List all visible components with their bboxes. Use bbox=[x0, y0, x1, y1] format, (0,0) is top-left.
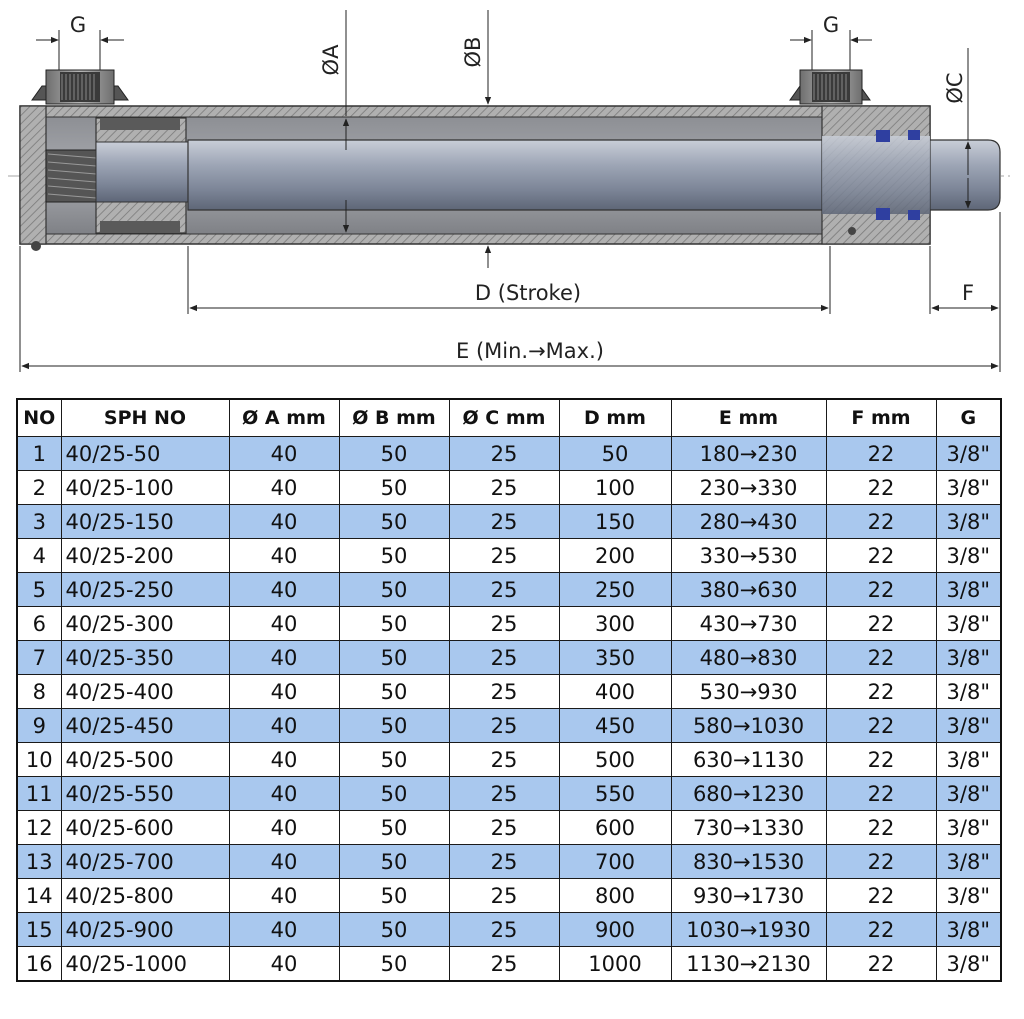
cell-d: 100 bbox=[559, 471, 671, 505]
cell-sph-no: 40/25-350 bbox=[61, 641, 229, 675]
cell-phi-a: 40 bbox=[229, 845, 339, 879]
cell-sph-no: 40/25-50 bbox=[61, 437, 229, 471]
cell-f: 22 bbox=[826, 879, 936, 913]
seal-icon bbox=[876, 208, 890, 220]
cell-sph-no: 40/25-900 bbox=[61, 913, 229, 947]
table-row bbox=[17, 743, 1001, 777]
seal-icon bbox=[908, 210, 920, 220]
cell-d: 1000 bbox=[559, 947, 671, 982]
cell-e: 830→1530 bbox=[671, 845, 826, 879]
cell-phi-c: 25 bbox=[449, 471, 559, 505]
cell-no: 1 bbox=[17, 437, 61, 471]
cell-phi-a: 40 bbox=[229, 641, 339, 675]
header-e: E mm bbox=[671, 399, 826, 437]
cell-phi-a: 40 bbox=[229, 811, 339, 845]
cell-no: 15 bbox=[17, 913, 61, 947]
cell-phi-c: 25 bbox=[449, 811, 559, 845]
cell-d: 450 bbox=[559, 709, 671, 743]
cell-e: 330→530 bbox=[671, 539, 826, 573]
cell-no: 3 bbox=[17, 505, 61, 539]
cell-phi-a: 40 bbox=[229, 913, 339, 947]
cell-e: 580→1030 bbox=[671, 709, 826, 743]
cell-d: 400 bbox=[559, 675, 671, 709]
header-d: D mm bbox=[559, 399, 671, 437]
cell-phi-c: 25 bbox=[449, 437, 559, 471]
cell-phi-a: 40 bbox=[229, 471, 339, 505]
table-row bbox=[17, 471, 1001, 505]
table-row bbox=[17, 539, 1001, 573]
cell-d: 300 bbox=[559, 607, 671, 641]
cell-phi-a: 40 bbox=[229, 947, 339, 982]
cell-phi-b: 50 bbox=[339, 879, 449, 913]
cell-no: 6 bbox=[17, 607, 61, 641]
cell-e: 430→730 bbox=[671, 607, 826, 641]
cell-f: 22 bbox=[826, 913, 936, 947]
cell-phi-c: 25 bbox=[449, 743, 559, 777]
cell-f: 22 bbox=[826, 675, 936, 709]
cell-d: 350 bbox=[559, 641, 671, 675]
cell-no: 4 bbox=[17, 539, 61, 573]
cell-phi-a: 40 bbox=[229, 709, 339, 743]
cell-phi-c: 25 bbox=[449, 845, 559, 879]
cell-g: 3/8" bbox=[936, 471, 1001, 505]
cell-sph-no: 40/25-300 bbox=[61, 607, 229, 641]
cell-phi-c: 25 bbox=[449, 709, 559, 743]
cell-phi-c: 25 bbox=[449, 777, 559, 811]
label-phi-a: ØA bbox=[319, 44, 343, 76]
cell-phi-b: 50 bbox=[339, 811, 449, 845]
cell-sph-no: 40/25-400 bbox=[61, 675, 229, 709]
rod-gland bbox=[822, 106, 930, 244]
table-row bbox=[17, 879, 1001, 913]
cell-phi-c: 25 bbox=[449, 505, 559, 539]
cell-phi-b: 50 bbox=[339, 471, 449, 505]
table-row bbox=[17, 777, 1001, 811]
cell-e: 380→630 bbox=[671, 573, 826, 607]
cell-f: 22 bbox=[826, 947, 936, 982]
cell-d: 800 bbox=[559, 879, 671, 913]
cell-sph-no: 40/25-700 bbox=[61, 845, 229, 879]
cell-f: 22 bbox=[826, 845, 936, 879]
cell-g: 3/8" bbox=[936, 709, 1001, 743]
cell-phi-b: 50 bbox=[339, 573, 449, 607]
cell-g: 3/8" bbox=[936, 505, 1001, 539]
cell-sph-no: 40/25-550 bbox=[61, 777, 229, 811]
cell-sph-no: 40/25-1000 bbox=[61, 947, 229, 982]
header-f: F mm bbox=[826, 399, 936, 437]
cell-phi-c: 25 bbox=[449, 879, 559, 913]
right-port-fitting bbox=[790, 70, 870, 104]
cell-no: 8 bbox=[17, 675, 61, 709]
table-row bbox=[17, 437, 1001, 471]
cell-e: 530→930 bbox=[671, 675, 826, 709]
cell-g: 3/8" bbox=[936, 913, 1001, 947]
cell-phi-b: 50 bbox=[339, 641, 449, 675]
table-row bbox=[17, 641, 1001, 675]
cell-phi-c: 25 bbox=[449, 539, 559, 573]
cell-phi-a: 40 bbox=[229, 743, 339, 777]
cell-sph-no: 40/25-250 bbox=[61, 573, 229, 607]
cell-phi-b: 50 bbox=[339, 675, 449, 709]
cell-e: 680→1230 bbox=[671, 777, 826, 811]
label-phi-c: ØC bbox=[943, 72, 967, 104]
left-port-fitting bbox=[32, 70, 128, 104]
label-phi-b: ØB bbox=[461, 36, 485, 68]
header-no: NO bbox=[17, 399, 61, 437]
cell-f: 22 bbox=[826, 539, 936, 573]
table-header-row bbox=[17, 399, 1001, 437]
cell-phi-b: 50 bbox=[339, 743, 449, 777]
cell-sph-no: 40/25-600 bbox=[61, 811, 229, 845]
cell-no: 16 bbox=[17, 947, 61, 982]
cell-phi-c: 25 bbox=[449, 947, 559, 982]
cell-phi-c: 25 bbox=[449, 641, 559, 675]
table-row bbox=[17, 947, 1001, 982]
cell-phi-c: 25 bbox=[449, 913, 559, 947]
cell-d: 700 bbox=[559, 845, 671, 879]
cell-sph-no: 40/25-450 bbox=[61, 709, 229, 743]
cell-e: 930→1730 bbox=[671, 879, 826, 913]
table-row bbox=[17, 845, 1001, 879]
cell-f: 22 bbox=[826, 471, 936, 505]
header-phi-a: Ø A mm bbox=[229, 399, 339, 437]
cell-d: 50 bbox=[559, 437, 671, 471]
cell-phi-a: 40 bbox=[229, 505, 339, 539]
label-g-right: G bbox=[822, 13, 840, 37]
cell-d: 250 bbox=[559, 573, 671, 607]
header-phi-c: Ø C mm bbox=[449, 399, 559, 437]
table-row bbox=[17, 811, 1001, 845]
cell-d: 500 bbox=[559, 743, 671, 777]
cell-g: 3/8" bbox=[936, 539, 1001, 573]
header-phi-b: Ø B mm bbox=[339, 399, 449, 437]
cell-sph-no: 40/25-500 bbox=[61, 743, 229, 777]
cell-no: 2 bbox=[17, 471, 61, 505]
cell-phi-b: 50 bbox=[339, 505, 449, 539]
cell-sph-no: 40/25-150 bbox=[61, 505, 229, 539]
cell-e: 730→1330 bbox=[671, 811, 826, 845]
cell-phi-a: 40 bbox=[229, 573, 339, 607]
table-body bbox=[17, 437, 1001, 982]
cell-phi-b: 50 bbox=[339, 913, 449, 947]
cell-no: 10 bbox=[17, 743, 61, 777]
cell-sph-no: 40/25-100 bbox=[61, 471, 229, 505]
cell-g: 3/8" bbox=[936, 777, 1001, 811]
cell-e: 230→330 bbox=[671, 471, 826, 505]
cell-f: 22 bbox=[826, 607, 936, 641]
table-row bbox=[17, 709, 1001, 743]
cell-no: 12 bbox=[17, 811, 61, 845]
cell-f: 22 bbox=[826, 743, 936, 777]
cell-phi-a: 40 bbox=[229, 539, 339, 573]
cell-phi-a: 40 bbox=[229, 607, 339, 641]
seal-icon bbox=[908, 130, 920, 140]
cell-sph-no: 40/25-800 bbox=[61, 879, 229, 913]
cell-phi-a: 40 bbox=[229, 777, 339, 811]
left-end-cap bbox=[20, 106, 46, 251]
cell-no: 5 bbox=[17, 573, 61, 607]
cell-d: 600 bbox=[559, 811, 671, 845]
cell-g: 3/8" bbox=[936, 845, 1001, 879]
cell-no: 14 bbox=[17, 879, 61, 913]
cell-phi-b: 50 bbox=[339, 845, 449, 879]
cell-e: 180→230 bbox=[671, 437, 826, 471]
cell-f: 22 bbox=[826, 709, 936, 743]
cell-phi-c: 25 bbox=[449, 675, 559, 709]
cell-phi-a: 40 bbox=[229, 879, 339, 913]
cell-phi-b: 50 bbox=[339, 947, 449, 982]
cell-e: 630→1130 bbox=[671, 743, 826, 777]
cell-no: 7 bbox=[17, 641, 61, 675]
cell-phi-b: 50 bbox=[339, 607, 449, 641]
cell-f: 22 bbox=[826, 811, 936, 845]
cell-g: 3/8" bbox=[936, 607, 1001, 641]
cell-no: 13 bbox=[17, 845, 61, 879]
table-row bbox=[17, 607, 1001, 641]
cell-d: 900 bbox=[559, 913, 671, 947]
cell-f: 22 bbox=[826, 641, 936, 675]
cell-g: 3/8" bbox=[936, 437, 1001, 471]
label-d-stroke: D (Stroke) bbox=[474, 281, 582, 305]
cell-e: 480→830 bbox=[671, 641, 826, 675]
cell-g: 3/8" bbox=[936, 573, 1001, 607]
cell-e: 280→430 bbox=[671, 505, 826, 539]
cell-phi-a: 40 bbox=[229, 437, 339, 471]
cell-phi-a: 40 bbox=[229, 675, 339, 709]
label-f: F bbox=[961, 281, 975, 305]
cell-phi-b: 50 bbox=[339, 437, 449, 471]
cell-sph-no: 40/25-200 bbox=[61, 539, 229, 573]
cell-f: 22 bbox=[826, 505, 936, 539]
cell-phi-b: 50 bbox=[339, 709, 449, 743]
table-row bbox=[17, 913, 1001, 947]
spec-table bbox=[16, 398, 1002, 982]
label-g-left: G bbox=[69, 13, 87, 37]
cell-no: 9 bbox=[17, 709, 61, 743]
table-row bbox=[17, 505, 1001, 539]
cell-g: 3/8" bbox=[936, 811, 1001, 845]
cylinder-diagram bbox=[0, 0, 1024, 390]
cell-d: 200 bbox=[559, 539, 671, 573]
cell-phi-b: 50 bbox=[339, 539, 449, 573]
cell-e: 1030→1930 bbox=[671, 913, 826, 947]
cell-no: 11 bbox=[17, 777, 61, 811]
seal-icon bbox=[876, 130, 890, 142]
cell-f: 22 bbox=[826, 777, 936, 811]
cell-g: 3/8" bbox=[936, 675, 1001, 709]
table-row bbox=[17, 675, 1001, 709]
cell-g: 3/8" bbox=[936, 947, 1001, 982]
cell-d: 150 bbox=[559, 505, 671, 539]
cell-phi-c: 25 bbox=[449, 607, 559, 641]
cell-g: 3/8" bbox=[936, 743, 1001, 777]
label-e: E (Min.→Max.) bbox=[456, 339, 604, 363]
cell-g: 3/8" bbox=[936, 641, 1001, 675]
header-sph-no: SPH NO bbox=[61, 399, 229, 437]
cell-f: 22 bbox=[826, 437, 936, 471]
cell-phi-c: 25 bbox=[449, 573, 559, 607]
cell-e: 1130→2130 bbox=[671, 947, 826, 982]
cell-f: 22 bbox=[826, 573, 936, 607]
cell-g: 3/8" bbox=[936, 879, 1001, 913]
table-row bbox=[17, 573, 1001, 607]
header-g: G bbox=[936, 399, 1001, 437]
cell-d: 550 bbox=[559, 777, 671, 811]
cell-phi-b: 50 bbox=[339, 777, 449, 811]
